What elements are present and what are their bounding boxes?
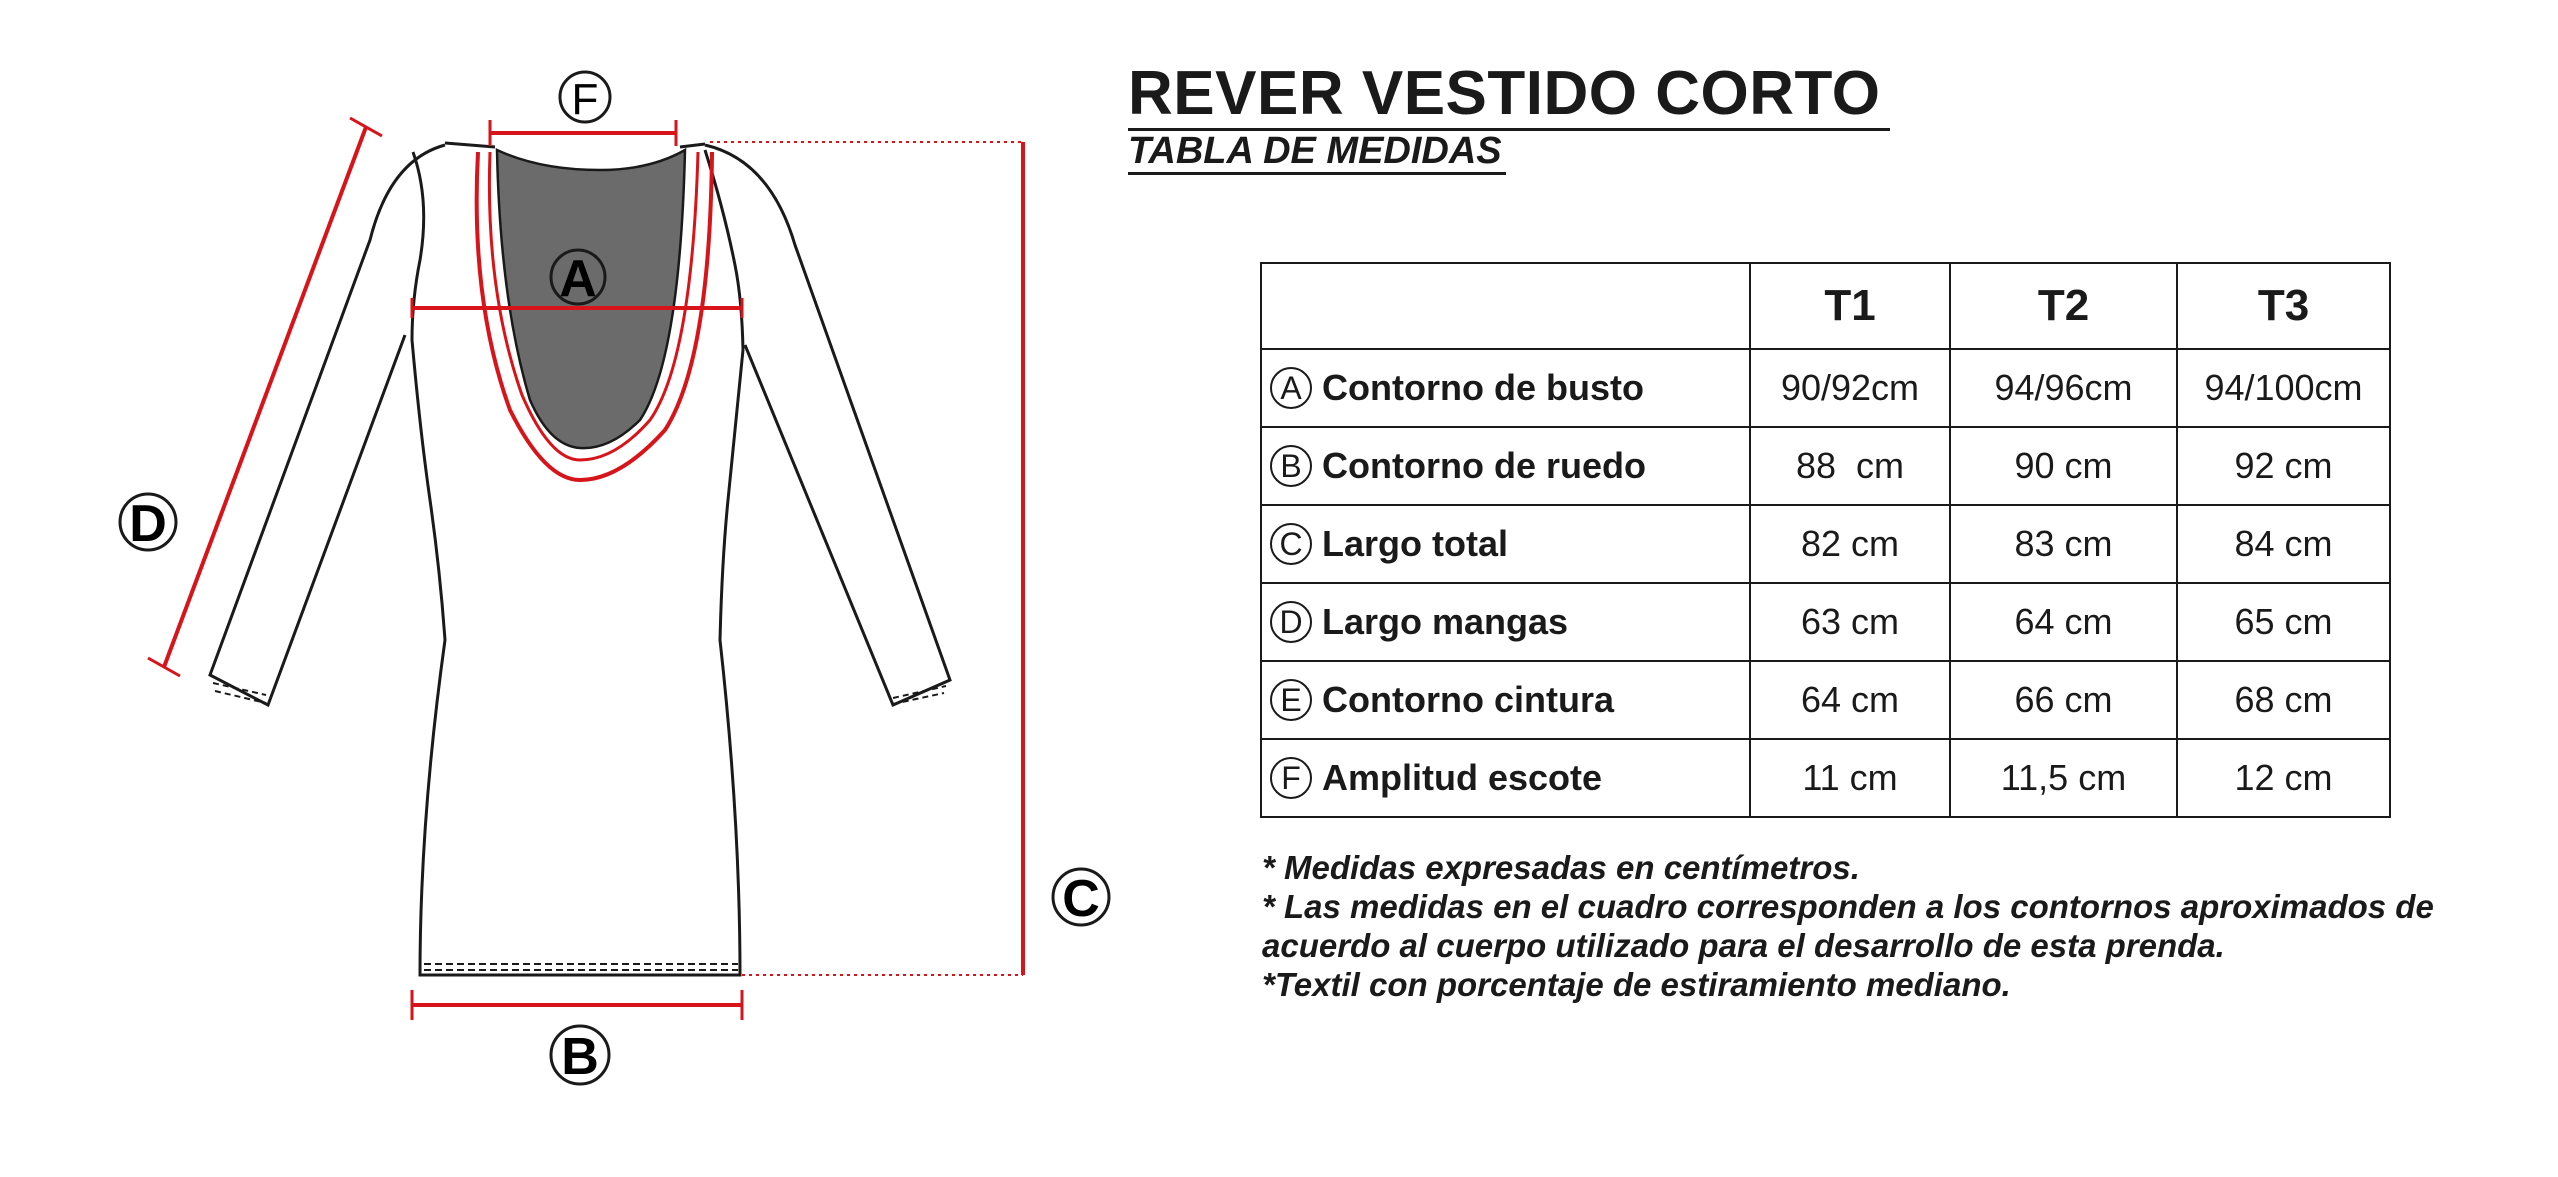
right-sleeve-outline [705, 145, 950, 705]
cell-t2: 11,5 cm [1950, 739, 2177, 817]
row-letter-badge: A [1270, 367, 1312, 409]
label-d-circle [120, 494, 176, 553]
label-a-text: A [559, 250, 597, 308]
row-label: Contorno cintura [1322, 679, 1614, 720]
table-row [1261, 505, 2390, 583]
header-t2: T2 [1950, 263, 2177, 349]
cell-t1: 11 cm [1750, 739, 1950, 817]
size-table-header-row [1261, 263, 2390, 349]
label-d-text: D [129, 495, 167, 553]
label-f-text: F [571, 75, 599, 124]
hem-stitch [424, 964, 738, 970]
cell-t2: 66 cm [1950, 661, 2177, 739]
cell-t1: 90/92cm [1750, 349, 1950, 427]
page-subtitle: TABLA DE MEDIDAS [1128, 130, 1506, 175]
cell-t3: 94/100cm [2177, 349, 2390, 427]
cell-t1: 82 cm [1750, 505, 1950, 583]
row-label: Contorno de busto [1322, 367, 1644, 408]
cell-t2: 90 cm [1950, 427, 2177, 505]
label-b-circle [551, 1026, 609, 1086]
header-t3: T3 [2177, 263, 2390, 349]
row-letter-badge: D [1270, 601, 1312, 643]
row-letter-badge: B [1270, 445, 1312, 487]
row-letter-badge: F [1270, 757, 1312, 799]
size-table [1260, 262, 2391, 818]
header-empty-cell [1261, 263, 1750, 349]
cell-t3: 65 cm [2177, 583, 2390, 661]
row-letter-badge: E [1270, 679, 1312, 721]
label-c-text: C [1062, 870, 1100, 928]
page-title: REVER VESTIDO CORTO [1128, 60, 1890, 131]
table-row [1261, 427, 2390, 505]
cell-t2: 94/96cm [1950, 349, 2177, 427]
notes [1262, 848, 2442, 1004]
row-label: Largo mangas [1322, 601, 1569, 642]
label-c-circle [1053, 869, 1109, 928]
cell-t1: 64 cm [1750, 661, 1950, 739]
row-letter-badge: C [1270, 523, 1312, 565]
note-textile: *Textil con porcentaje de estiramiento mediano. [1262, 966, 2011, 1003]
row-label: Contorno de ruedo [1322, 445, 1646, 486]
table-row [1261, 739, 2390, 817]
note-units: * Medidas expresadas en centímetros. [1262, 849, 1860, 886]
note-contours: * Las medidas en el cuadro corresponden a los contornos aproximados de acuerdo al cuerpo utilizado para el desarrollo de esta prenda. [1262, 888, 2434, 964]
row-label: Largo total [1322, 523, 1508, 564]
cell-t3: 92 cm [2177, 427, 2390, 505]
cell-t3: 84 cm [2177, 505, 2390, 583]
label-b-text: B [561, 1028, 599, 1086]
cell-t1: 88 cm [1750, 427, 1950, 505]
cell-t1: 63 cm [1750, 583, 1950, 661]
table-row [1261, 583, 2390, 661]
sleeve-length-measure-line [164, 127, 366, 667]
row-label: Amplitud escote [1322, 757, 1603, 798]
cell-t2: 83 cm [1950, 505, 2177, 583]
label-f-circle [560, 72, 610, 124]
cell-t2: 64 cm [1950, 583, 2177, 661]
table-row [1261, 661, 2390, 739]
header-t1: T1 [1750, 263, 1950, 349]
cell-t3: 68 cm [2177, 661, 2390, 739]
cell-t3: 12 cm [2177, 739, 2390, 817]
shoulder-line [445, 143, 705, 147]
table-row [1261, 349, 2390, 427]
